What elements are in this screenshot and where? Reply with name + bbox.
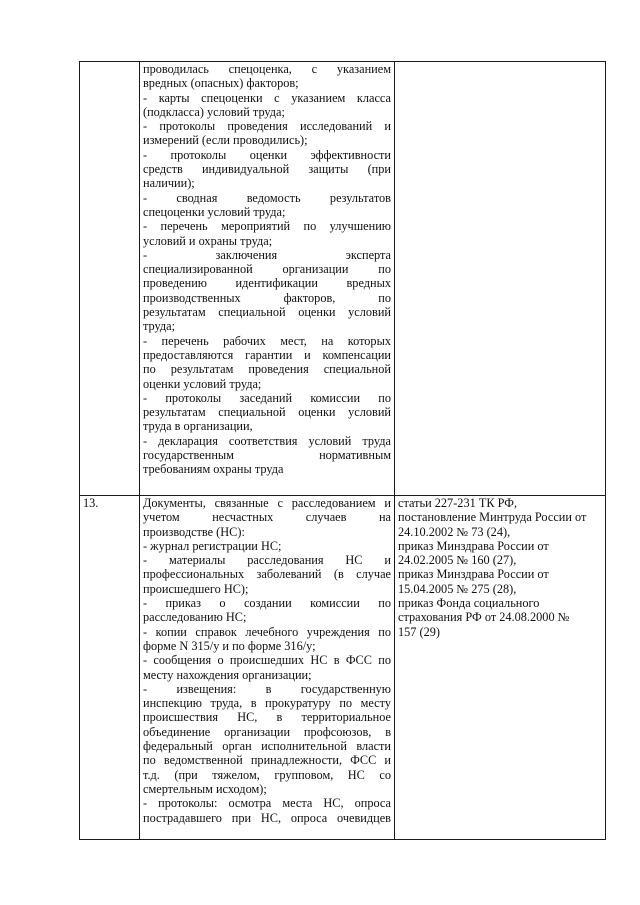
text-line: условий и охраны труда; bbox=[143, 233, 273, 248]
text-line: происшедшего НС); bbox=[143, 581, 249, 596]
text-line: происшествия НС, в территориальное bbox=[143, 710, 391, 725]
text-line: специализированной организации по bbox=[143, 262, 391, 277]
text-line: спецоценки условий труда; bbox=[143, 204, 286, 219]
text-line: - перечень мероприятий по улучшению bbox=[143, 219, 391, 234]
reference-line: приказ Минздрава России от bbox=[398, 538, 549, 553]
text-line: - журнал регистрации НС; bbox=[143, 538, 282, 553]
text-line: - протоколы оценки эффективности bbox=[143, 147, 391, 162]
text-line: предоставляются гарантии и компенсации bbox=[143, 347, 391, 362]
text-line: профессиональных заболеваний (в случае bbox=[143, 567, 391, 582]
text-line: - приказ о создании комиссии по bbox=[143, 596, 391, 611]
text-line: оценки условий труда; bbox=[143, 376, 262, 391]
row-number: 13. bbox=[83, 496, 99, 510]
text-line: пострадавшего при НС, опроса очевидцев bbox=[143, 810, 391, 825]
reference-line: постановление Минтруда России от bbox=[398, 510, 587, 525]
text-line: вредных (опасных) факторов; bbox=[143, 76, 299, 91]
references-cell bbox=[395, 62, 606, 496]
text-line: - декларация соответствия условий труда bbox=[143, 433, 391, 448]
text-line: - сообщения о происшедших НС в ФСС по bbox=[143, 653, 391, 668]
text-line: - перечень рабочих мест, на которых bbox=[143, 333, 391, 348]
text-line: - протоколы: осмотра места НС, опроса bbox=[143, 796, 391, 811]
text-line: труда в организации, bbox=[143, 419, 253, 434]
text-line: труда; bbox=[143, 319, 176, 334]
reference-line: приказ Фонда социального bbox=[398, 596, 540, 611]
row-number-cell bbox=[80, 496, 140, 840]
text-line: - карты спецоценки с указанием класса bbox=[143, 90, 391, 105]
text-line: (подкласса) условий труда; bbox=[143, 104, 285, 119]
reference-line: 24.02.2005 № 160 (27), bbox=[398, 553, 517, 568]
text-line: средств индивидуальной защиты (при bbox=[143, 162, 391, 177]
reference-line: 24.10.2002 № 73 (24), bbox=[398, 524, 511, 539]
text-line: федеральный орган исполнительной власти bbox=[143, 739, 391, 754]
documents-text bbox=[143, 496, 391, 825]
text-line: месту нахождения организации; bbox=[143, 667, 312, 682]
documents-text bbox=[143, 62, 391, 477]
text-line: инспекцию труда, в прокуратуру по месту bbox=[143, 696, 391, 711]
text-line: - копии справок лечебного учреждения по bbox=[143, 624, 391, 639]
text-line: государственным нормативным bbox=[143, 448, 391, 463]
text-line: наличии); bbox=[143, 176, 195, 191]
text-line: - сводная ведомость результатов bbox=[143, 190, 391, 205]
reference-line: статьи 227-231 ТК РФ, bbox=[398, 496, 518, 510]
text-line: форме N 315/у и по форме 316/у; bbox=[143, 638, 316, 653]
text-line: - заключения эксперта bbox=[143, 247, 391, 262]
text-line: - протоколы проведения исследований и bbox=[143, 119, 391, 134]
reference-line: 157 (29) bbox=[398, 624, 441, 639]
text-line: расследованию НС; bbox=[143, 610, 247, 625]
text-line: - протоколы заседаний комиссии по bbox=[143, 390, 391, 405]
text-line: смертельным исходом); bbox=[143, 781, 267, 796]
text-line: Документы, связанные с расследованием и bbox=[143, 496, 391, 510]
table-row bbox=[80, 496, 606, 840]
text-line: требованиям охраны труда bbox=[143, 462, 284, 477]
text-line: объединение организации профсоюзов, в bbox=[143, 724, 391, 739]
table-row bbox=[80, 62, 606, 496]
text-line: производстве (НС): bbox=[143, 524, 245, 539]
document-table bbox=[79, 61, 606, 840]
reference-line: страхования РФ от 24.08.2000 № bbox=[398, 610, 570, 625]
text-line: проводилась спецоценка, с указанием bbox=[143, 62, 391, 76]
text-line: - извещения: в государственную bbox=[143, 681, 391, 696]
reference-line: 15.04.2005 № 275 (28), bbox=[398, 581, 517, 596]
text-line: результатам специальной оценки условий bbox=[143, 405, 391, 420]
documents-cell bbox=[140, 496, 395, 840]
text-line: по результатам проведения специальной bbox=[143, 362, 391, 377]
text-line: по ведомственной принадлежности, ФСС и bbox=[143, 753, 391, 768]
text-line: т.д. (при тяжелом, групповом, НС со bbox=[143, 767, 391, 782]
text-line: производственных факторов, по bbox=[143, 290, 391, 305]
references-text bbox=[398, 496, 602, 639]
reference-line: приказ Минздрава России от bbox=[398, 567, 549, 582]
text-line: измерений (если проводились); bbox=[143, 133, 308, 148]
row-number-cell bbox=[80, 62, 140, 496]
documents-cell bbox=[140, 62, 395, 496]
text-line: учетом несчастных случаев на bbox=[143, 510, 391, 525]
text-line: результатам специальной оценки условий bbox=[143, 305, 391, 320]
references-cell bbox=[395, 496, 606, 840]
text-line: - материалы расследования НС и bbox=[143, 553, 391, 568]
text-line: проведению идентификации вредных bbox=[143, 276, 391, 291]
